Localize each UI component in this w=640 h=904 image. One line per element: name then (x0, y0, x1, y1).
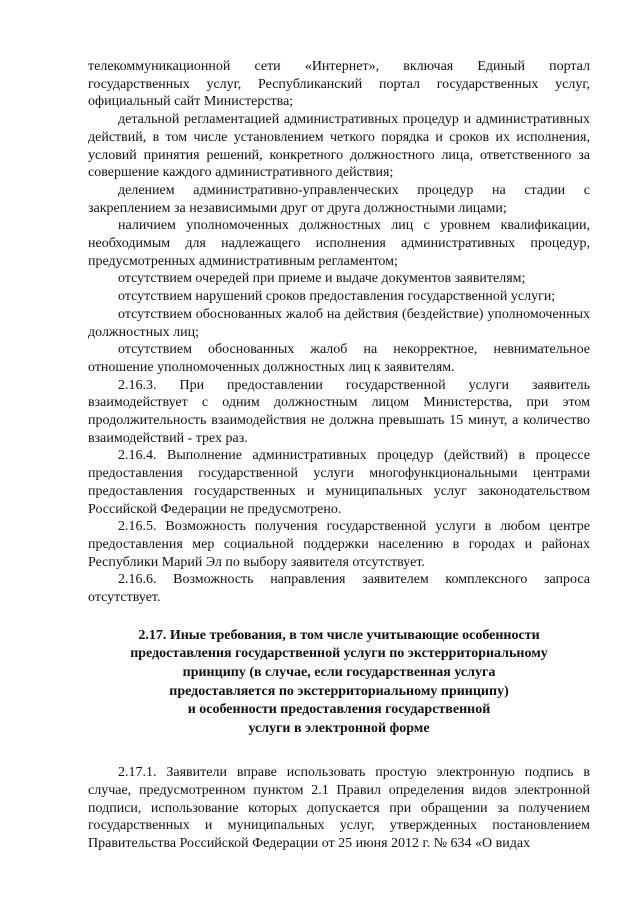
heading-line: принципу (в случае, если государственная услуга (182, 664, 496, 680)
paragraph: отсутствием обоснованных жалоб на некорректное, невнимательное отношение уполномоченных должностных лиц к заявителям. (88, 342, 590, 375)
paragraph: наличием уполномоченных должностных лиц с уровнем квалификации, необходимым для надлежащего исполнения административных процедур, предусмотренных административным регламентом; (88, 218, 590, 269)
section-heading (88, 627, 590, 739)
body-text-top (88, 58, 590, 607)
document-page (88, 58, 590, 853)
paragraph: отсутствием обоснованных жалоб на действия (бездействие) уполномоченных должностных лиц; (88, 306, 590, 340)
paragraph: 2.16.4. Выполнение административных процедур (действий) в процессе предоставления государственной услуги многофункциональными центрами предоставления государственных и муниципальных услуг законодательством Российской Федерации не предусмотрено. (88, 448, 590, 517)
paragraph: делением административно-управленческих процедур на стадии с закреплением за независимыми друг от друга должностными лицами; (88, 182, 590, 216)
paragraph: 2.17.1. Заявители вправе использовать простую электронную подпись в случае, предусмотренном пунктом 2.1 Правил определения видов электронной подписи, использование которых допускается при обращении за получением государственных и муниципальных услуг, утвержденных постановлением Правительства Российской Федерации от 25 июня 2012 г. № 634 «О видах (88, 765, 590, 852)
paragraph: отсутствием очередей при приеме и выдаче документов заявителям; (118, 271, 526, 287)
heading-line: и особенности предоставления государственной (187, 702, 491, 718)
heading-line: 2.17. Иные требования, в том числе учитывающие особенности (138, 627, 540, 643)
paragraph: 2.16.6. Возможность направления заявителем комплексного запроса отсутствует. (88, 572, 590, 606)
paragraph: 2.16.3. При предоставлении государственной услуги заявитель взаимодействует с одним должностным лицом Министерства, при этом продолжительность взаимодействия не должна превышать 15 минут, а количество взаимодействий - трех раз. (88, 377, 590, 446)
body-text-bottom (88, 764, 590, 853)
paragraph: детальной регламентацией административных процедур и административных действий, в том числе установлением четкого порядка и сроков их исполнения, условий принятия решений, конкретного должностного лица, ответственного за совершение каждого административного действия; (88, 112, 590, 181)
paragraph: телекоммуникационной сети «Интернет», включая Единый портал государственных услуг, Республиканский портал государственных услуг, официальный сайт Министерства; (88, 59, 590, 110)
paragraph: 2.16.5. Возможность получения государственной услуги в любом центре предоставления мер социальной поддержки населению в городах и районах Республики Марий Эл по выбору заявителя отсутствует. (88, 519, 590, 570)
paragraph: отсутствием нарушений сроков предоставления государственной услуги; (118, 289, 556, 305)
heading-line: услуги в электронной форме (248, 720, 430, 736)
heading-line: предоставляется по экстерриториальному принципу) (169, 683, 509, 699)
heading-line: предоставления государственной услуги по экстерриториальному (130, 646, 548, 662)
